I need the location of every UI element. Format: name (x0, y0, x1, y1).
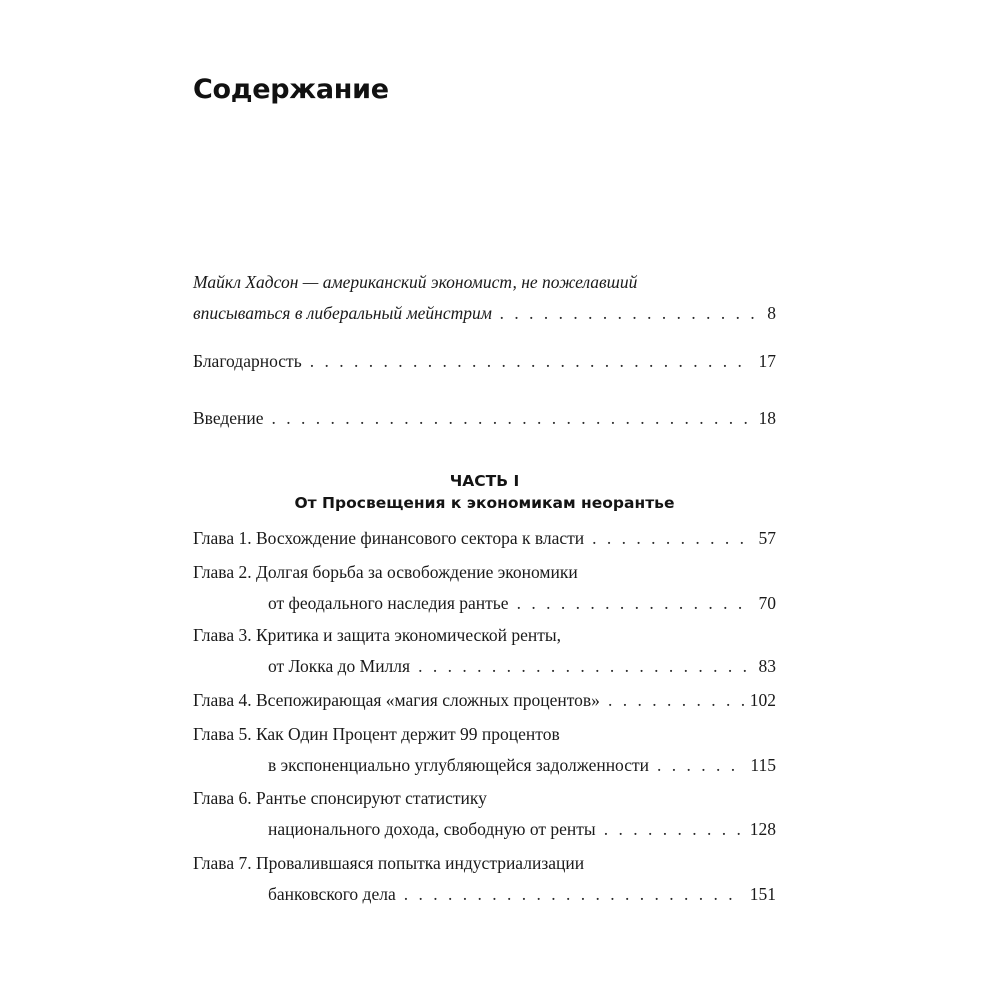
toc-page-number: 57 (758, 528, 776, 548)
toc-entry-title-line: Благодарность (193, 351, 302, 371)
toc-entry-title-line: вписываться в либеральный мейнстрим (193, 303, 492, 323)
toc-entry-chapter-7[interactable] (193, 848, 776, 910)
page-title: Содержание (193, 74, 389, 105)
dot-leader (517, 588, 753, 619)
toc-entry-chapter-5[interactable] (193, 719, 776, 781)
dot-leader (592, 523, 752, 554)
part-heading (193, 470, 776, 514)
toc-entry-chapter-6[interactable] (193, 783, 776, 845)
dot-leader (272, 403, 753, 434)
toc-page-number: 83 (758, 656, 776, 676)
toc-entry-title-line: Майкл Хадсон — американский экономист, не пожелавший (193, 272, 638, 292)
toc-page-number: 102 (749, 690, 776, 710)
toc-page-number: 128 (749, 819, 776, 839)
dot-leader (404, 879, 744, 910)
toc-entry-chapter-1[interactable] (193, 523, 776, 554)
toc-entry-foreword[interactable] (193, 267, 776, 329)
toc-entry-title-line: Глава 1. Восхождение финансового сектора к власти (193, 528, 585, 548)
toc-page-number: 115 (750, 755, 776, 775)
toc-page-number: 8 (767, 303, 776, 323)
dot-leader (500, 298, 761, 329)
toc-entry-title-line: национального дохода, свободную от ренты (268, 819, 596, 839)
toc-entry-chapter-4[interactable] (193, 685, 776, 716)
toc-entry-chapter-2[interactable] (193, 557, 776, 619)
toc-entry-title-line: в экспоненциально углубляющейся задолженности (268, 755, 650, 775)
toc-entry-acknowledgements[interactable] (193, 346, 776, 377)
part-title: От Просвещения к экономикам неорантье (294, 494, 675, 512)
toc-page-number: 18 (758, 408, 776, 428)
toc-entry-title-line: Глава 2. Долгая борьба за освобождение экономики (193, 562, 578, 582)
toc-entry-title-line: Глава 6. Рантье спонсируют статистику (193, 788, 487, 808)
toc-page-number: 151 (749, 884, 776, 904)
toc-entry-title-line: банковского дела (268, 884, 396, 904)
toc-entry-title-line: от феодального наследия рантье (268, 593, 509, 613)
toc-entry-title-line: от Локка до Милля (268, 656, 411, 676)
toc-page-number: 70 (758, 593, 776, 613)
part-label: ЧАСТЬ I (449, 472, 520, 490)
toc-entry-chapter-3[interactable] (193, 620, 776, 682)
toc-entry-title-line: Введение (193, 408, 264, 428)
dot-leader (608, 685, 744, 716)
dot-leader (310, 346, 753, 377)
toc-entry-title-line: Глава 3. Критика и защита экономической ренты, (193, 625, 562, 645)
dot-leader (604, 814, 744, 845)
dot-leader (418, 651, 752, 682)
toc-entry-introduction[interactable] (193, 403, 776, 434)
toc-page-number: 17 (758, 351, 776, 371)
toc-entry-title-line: Глава 7. Провалившаяся попытка индустриализации (193, 853, 585, 873)
toc-entry-title-line: Глава 5. Как Один Процент держит 99 процентов (193, 724, 560, 744)
dot-leader (657, 750, 744, 781)
toc-entry-title-line: Глава 4. Всепожирающая «магия сложных процентов» (193, 690, 600, 710)
